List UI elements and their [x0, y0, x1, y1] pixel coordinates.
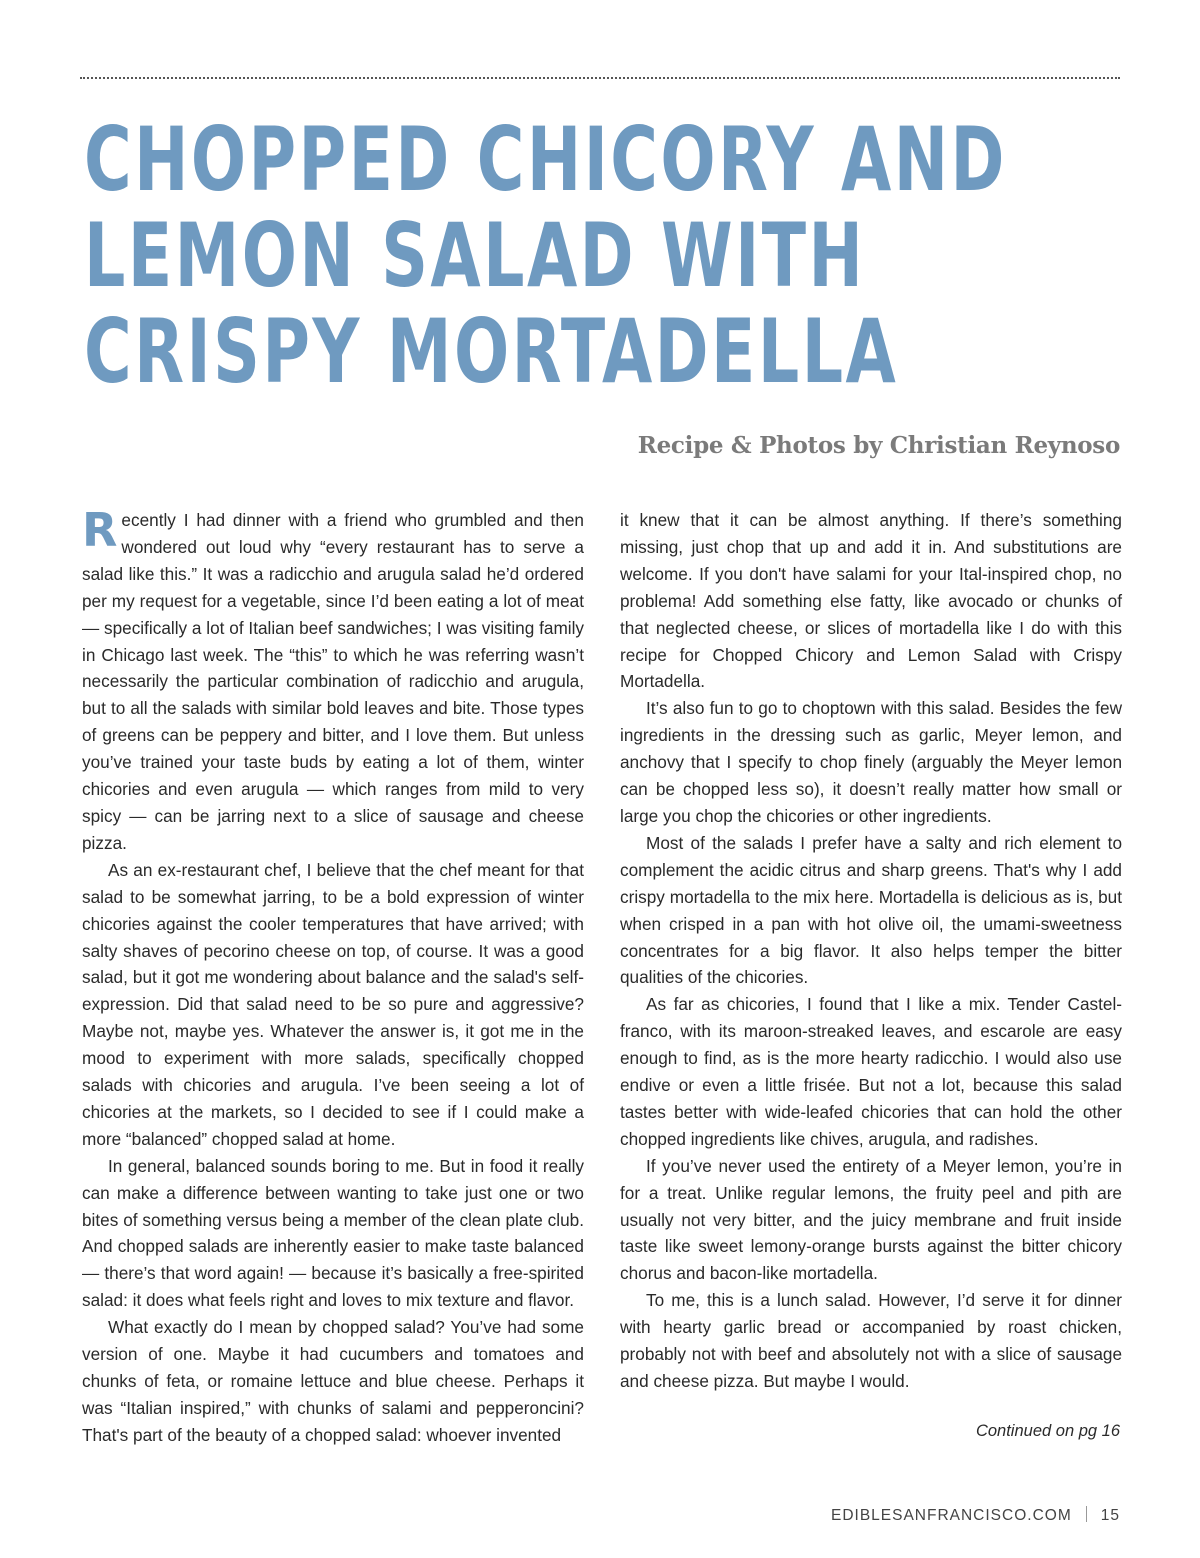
- body-paragraph: To me, this is a lunch salad. However, I’d serve it for dinner with hearty garlic bread or accompanied by roast chicken, probably not with beef and absolutely not with a slice of sausage and cheese pizza. But maybe I would.: [620, 1290, 1122, 1391]
- title-line-3: CRISPY MORTADELLA: [84, 300, 899, 403]
- right-column: [620, 507, 1122, 1395]
- footer-separator: [1086, 1506, 1087, 1522]
- left-column: [82, 503, 584, 1449]
- continued-note: Continued on pg 16: [975, 1422, 1120, 1440]
- site-url: EDIBLESANFRANCISCO.COM: [830, 1507, 1072, 1524]
- body-paragraph: In general, balanced sounds boring to me. But in food it really can make a difference between wanting to take just one or two bites of something versus being a member of the clean plate club. And chopped salads are inherently easier to make taste balanced — there’s that word again! — because it’s basically a free-spirited salad: it does what feels right and loves to mix texture and flavor.: [82, 1155, 584, 1311]
- body-paragraph: As an ex-restaurant chef, I believe that the chef meant for that salad to be somewhat jarring, to be a bold expression of winter chicories against the cooler temperatures that have arrived; with salty shaves of pecorino cheese on top, of course. It was a good salad, but it got me wondering about balance and the salad's self-expression. Did that salad need to be so pure and aggressive? Maybe not, maybe yes. Whatever the answer is, it got me in the mood to experiment with more salads, specifically chopped salads with chicories and arugula. I’ve been seeing a lot of chicories at the markets, so I decided to see if I could make a more “balanced” chopped salad at home.: [82, 859, 584, 1149]
- title-line-2: LEMON SALAD WITH: [84, 204, 866, 307]
- title-line-1: CHOPPED CHICORY AND: [84, 108, 1007, 211]
- body-paragraph: Most of the salads I prefer have a salty and rich element to complement the acidic citrus and sharp greens. That's why I add crispy mortadella to the mix here. Mortadella is delicious as is, but when crisped in a pan with hot olive oil, the umami-sweetness concentrates for a big flavor. It also helps temper the bitter qualities of the chicories.: [620, 832, 1122, 988]
- first-paragraph-text: ecently I had dinner with a friend who grumbled and then wondered out loud why “every restaurant has to serve a salad like this.” It was a radicchio and arugula salad he’d ordered per my request for a vegetable, since I’d been eating a lot of meat — specifically a lot of Italian beef sandwiches; I was visiting family in Chicago last week. The “this” to which he was referring wasn’t necessarily the particular combination of radicchio and arugula, but to all the salads with similar bold leaves and bite. Those types of greens can be peppery and bitter, and I love them. But unless you’ve trained your taste buds by eating a lot of them, winter chicories and even arugula — which ranges from mild to very spicy — can be jarring next to a slice of sausage and cheese pizza.: [82, 510, 584, 853]
- article-title: [84, 108, 1007, 403]
- continued-paragraph: it knew that it can be almost anything. If there’s something missing, just chop that up and add it in. And substitutions are welcome. If you don't have salami for your Ital-inspired chop, no problema! Add something else fatty, like avocado or chunks of that neglected cheese, or slices of mortadella like I do with this recipe for Chopped Chicory and Lemon Salad with Crispy Mortadella.: [620, 510, 1122, 692]
- body-paragraph: What exactly do I mean by chopped salad? You’ve had some version of one. Maybe it had cucumbers and tomatoes and chunks of feta, or romaine lettuce and blue cheese. Perhaps it was “Italian inspired,” with chunks of salami and pepperoncini? That's part of the beauty of a chopped salad: whoever invented: [82, 1317, 584, 1445]
- byline: Recipe & Photos by Christian Reynoso: [637, 432, 1120, 459]
- dotted-divider: [80, 77, 1120, 79]
- body-paragraph: If you’ve never used the entirety of a Meyer lemon, you’re in for a treat. Unlike regular lemons, the fruity peel and pith are usually not very bitter, and the juicy membrane and fruit inside taste like sweet lemony-orange bursts against the bitter chicory chorus and bacon-like mortadella.: [620, 1155, 1122, 1284]
- body-paragraph: It’s also fun to go to choptown with this salad. Besides the few ingredients in the dressing such as garlic, Meyer lemon, and anchovy that I specify to chop finely (arguably the Meyer lemon can be chopped less so), it doesn’t really matter how small or large you chop the chicories or other ingredients.: [620, 698, 1122, 826]
- body-paragraph: As far as chicories, I found that I like a mix. Tender Castel-franco, with its maroon-streaked leaves, and escarole are easy enough to find, as is the more hearty radicchio. I would also use endive or even a little frisée. But not a lot, because this salad tastes better with wide-leafed chicories that can hold the other chopped ingredients like chives, arugula, and radishes.: [620, 994, 1122, 1149]
- drop-cap: R: [82, 503, 118, 557]
- page-footer: [831, 1506, 1120, 1525]
- page-number: 15: [1100, 1507, 1120, 1524]
- first-paragraph: [82, 503, 584, 857]
